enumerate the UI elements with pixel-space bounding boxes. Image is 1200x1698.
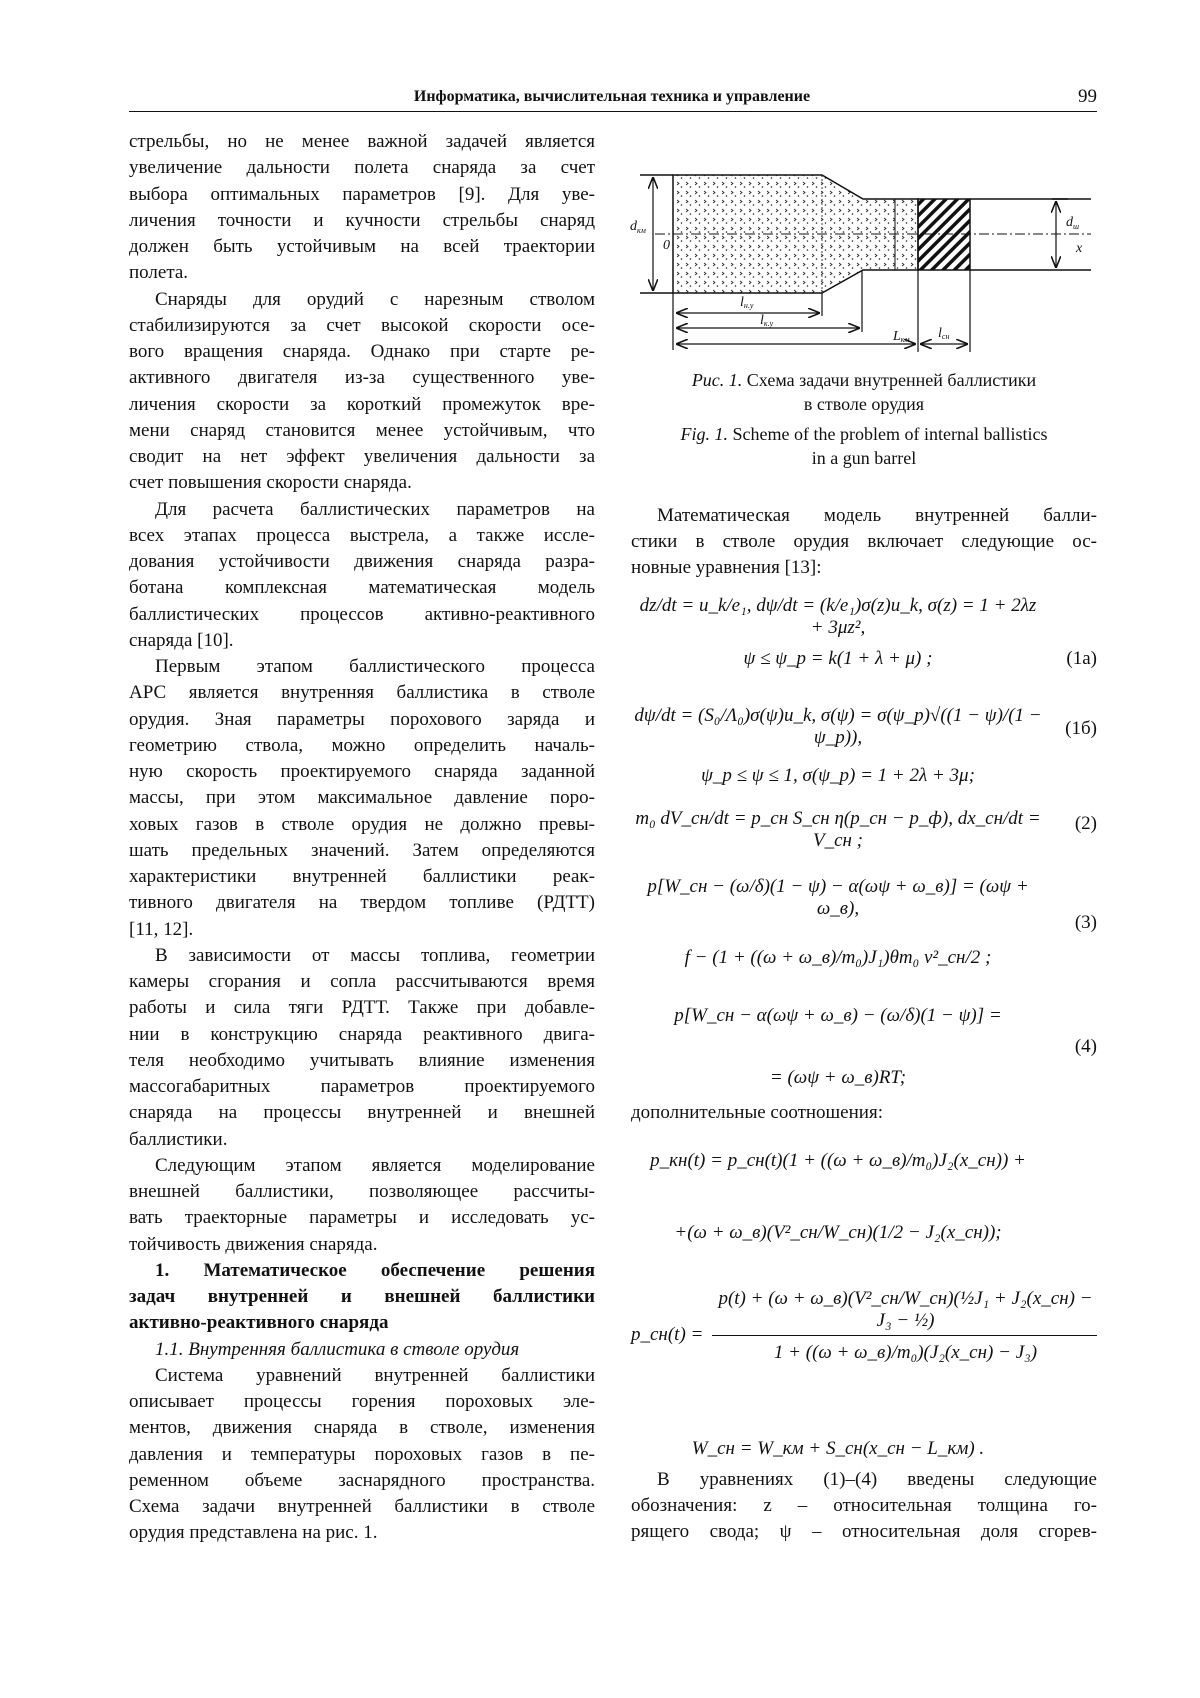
caption-prefix: Рис. 1. [692,370,742,390]
paragraph-line: дования устойчивости движения снаряда разра- [129,549,595,575]
paragraph-line: ботана комплексная математическая модель [129,575,595,601]
paragraph-line: всех этапах процесса выстрела, а также иссле- [129,523,595,549]
paragraph-line: АРС является внутренняя баллистика в стволе [129,680,595,706]
equation-number: (1б) [1065,718,1097,740]
paragraph-line: вать траекторные параметры и исследовать ус- [129,1205,595,1231]
equation-4-line1: p[W_сн − α(ωψ + ω_в) − (ω/δ)(1 − ψ)] = [631,1005,1045,1027]
equation-4-line2: = (ωψ + ω_в)RT; [631,1067,1045,1089]
additional-relations-label: дополнительные соотношения: [631,1102,883,1124]
equation-psn-denominator: 1 + ((ω + ω_в)/m₀)(J₂(x_сн) − J₃) [714,1342,1097,1364]
paragraph-line: геометрию ствола, можно определить началь- [129,733,595,759]
paragraph-line: [11, 12]. [129,917,595,943]
equation-1b-cond: ψ_p ≤ ψ ≤ 1, σ(ψ_p) = 1 + 2λ + 3μ; [631,765,1045,787]
paragraph-line: камеры сгорания и сопла рассчитываются время [129,969,595,995]
heading-line: 1. Математическое обеспечение решения [129,1258,595,1284]
paragraph-line: личения скорости за короткий промежуток вре- [129,392,595,418]
heading-line: активно-реактивного снаряда [129,1310,595,1336]
figure-caption-en-line2: in a gun barrel [631,448,1097,469]
fraction-bar [712,1335,1097,1336]
paragraph-line: работы и сила тяги РДТТ. Также при добавле- [129,995,595,1021]
paragraph-line: Система уравнений внутренней баллистики [129,1363,595,1389]
paragraph-line: внешней баллистики, позволяющее рассчиты- [129,1179,595,1205]
paragraph-line: ную скорость проектируемого снаряда заданной [129,759,595,785]
paragraph-line: характеристики внутренней баллистики реак- [129,864,595,890]
paragraph-line: сводит на нет эффект увеличения дальности за [129,444,595,470]
caption-text: Scheme of the problem of internal ballistics [728,424,1047,444]
paragraph-line: рящего свода; ψ – относительная доля сгорев- [631,1521,1097,1543]
running-header-title: Информатика, вычислительная техника и управление [129,88,1095,106]
paragraph-line: орудия. Зная параметры порохового заряда и [129,707,595,733]
paragraph-line: ментов, движения снаряда в стволе, изменения [129,1415,595,1441]
equation-number: (2) [1075,813,1097,835]
paragraph-line: Снаряды для орудий с нарезным стволом [129,287,595,313]
caption-text: Схема задачи внутренней баллистики [742,370,1036,390]
paragraph-line: стабилизируются за счет высокой скорости осе- [129,313,595,339]
label-l-nu: lн.у [740,295,754,310]
paragraph-line: должен быть устойчивым на всей траектории [129,234,595,260]
paragraph-line: ховых газов в стволе орудия не должно превы- [129,812,595,838]
paragraph-line: снаряда [10]. [129,628,595,654]
paragraph-line: массогабаритных параметров проектируемого [129,1074,595,1100]
paragraph-line: ременном объеме заснарядного пространства. [129,1468,595,1494]
paragraph-line: стрельбы, но не менее важной задачей является [129,129,595,155]
equation-number: (4) [1075,1036,1097,1058]
label-d-km: dкм [630,219,646,235]
paragraph-line: тойчивость движения снаряда. [129,1232,595,1258]
label-zero: 0 [663,238,670,253]
paragraph-line: выбора оптимальных параметров [9]. Для уве- [129,182,595,208]
paragraph-line: личения точности и кучности стрельбы снаряд [129,208,595,234]
paragraph-line: тивного двигателя на твердом топливе (РДТТ) [129,890,595,916]
equation-wsn: W_сн = W_км + S_сн(x_сн − L_км) . [631,1438,1045,1460]
paragraph-line: баллистических процессов активно-реактивного [129,602,595,628]
equation-pkn-line1: p_кн(t) = p_сн(t)(1 + ((ω + ω_в)/m₀)J₂(x_сн)) + [631,1150,1045,1172]
paragraph-line: Первым этапом баллистического процесса [129,654,595,680]
paragraph-line: баллистики. [129,1127,595,1153]
paragraph-line: счет повышения скорости снаряда. [129,470,595,496]
page-number: 99 [1078,86,1097,108]
equation-number: (3) [1075,912,1097,934]
paragraph-line: теля необходимо учитывать влияние изменения [129,1048,595,1074]
equation-1b: dψ/dt = (S₀/Λ₀)σ(ψ)u_k, σ(ψ) = σ(ψ_p)√((1 − ψ)/(1 − ψ_p)), [631,705,1045,749]
paragraph-line: Математическая модель внутренней балли- [657,505,1097,527]
label-L-km: Lкм [892,329,910,344]
label-l-sn: lсн [938,326,949,341]
paragraph-line: давления и температуры пороховых газов в пе- [129,1442,595,1468]
figure-caption-en [631,424,1097,445]
paragraph-line: обозначения: z – относительная толщина го- [631,1495,1097,1517]
label-x: x [1075,241,1083,256]
caption-prefix: Fig. 1. [681,424,729,444]
figure-barrel-scheme [0,0,1200,370]
paragraph-line: вого вращения снаряда. Однако при старте ре- [129,339,595,365]
paragraph-line: массы, при этом максимальное давление поро- [129,785,595,811]
paragraph-line: Следующим этапом является моделирование [129,1153,595,1179]
paragraph-line: описывает процессы горения пороховых эле- [129,1389,595,1415]
equation-3-line2: f − (1 + ((ω + ω_в)/m₀)J₁)θm₀ v²_сн/2 ; [631,947,1045,969]
subheading-line: 1.1. Внутренняя баллистика в стволе орудия [129,1337,595,1363]
figure-caption-ru-line2: в стволе орудия [631,394,1097,415]
paragraph-line: Схема задачи внутренней баллистики в стволе [129,1494,595,1520]
paragraph-line: новные уравнения [13]: [631,557,1097,579]
paragraph-line: стики в стволе орудия включает следующие ос- [631,531,1097,553]
figure-caption-ru [631,370,1097,391]
equation-1: dz/dt = u_k/e₁, dψ/dt = (k/e₁)σ(z)u_k, σ(z) = 1 + 2λz + 3μz², [631,595,1045,639]
equation-number: (1а) [1066,648,1097,670]
paragraph-line: полета. [129,260,595,286]
equation-psn-lhs: p_сн(t) = [631,1324,709,1346]
heading-line: задач внутренней и внешней баллистики [129,1284,595,1310]
paragraph-line: шать предельных значений. Затем определяются [129,838,595,864]
paragraph-line: активного двигателя из-за существенного уве- [129,365,595,391]
equation-2: m₀ dV_сн/dt = p_сн S_сн η(p_сн − p_ф), dx_сн/dt = V_сн ; [631,808,1045,852]
paragraph-line: Для расчета баллистических параметров на [129,497,595,523]
paragraph-line: увеличение дальности полета снаряда за счет [129,155,595,181]
equation-1a: ψ ≤ ψ_p = k(1 + λ + μ) ; [631,648,1045,670]
equation-pkn-line2: +(ω + ω_в)(V²_сн/W_сн)(1/2 − J₂(x_сн)); [631,1222,1045,1244]
paragraph-line: снаряда на процессы внутренней и внешней [129,1100,595,1126]
paragraph-line: мени снаряд становится менее устойчивым, что [129,418,595,444]
paragraph-line: нии в конструкцию снаряда реактивного двига- [129,1022,595,1048]
equation-psn-numerator: p(t) + (ω + ω_в)(V²_сн/W_сн)(½J₁ + J₂(x_сн) − J₃ − ½) [714,1288,1097,1332]
equation-3-line1: p[W_сн − (ω/δ)(1 − ψ) − α(ωψ + ω_в)] = (ωψ + ω_в), [631,876,1045,920]
label-d-sh: dш [1066,215,1079,231]
paragraph-line: В зависимости от массы топлива, геометрии [129,943,595,969]
paragraph-line: В уравнениях (1)–(4) введены следующие [657,1469,1097,1491]
paragraph-line: орудия представлена на рис. 1. [129,1520,595,1546]
label-l-ku: lк.у [760,313,774,328]
